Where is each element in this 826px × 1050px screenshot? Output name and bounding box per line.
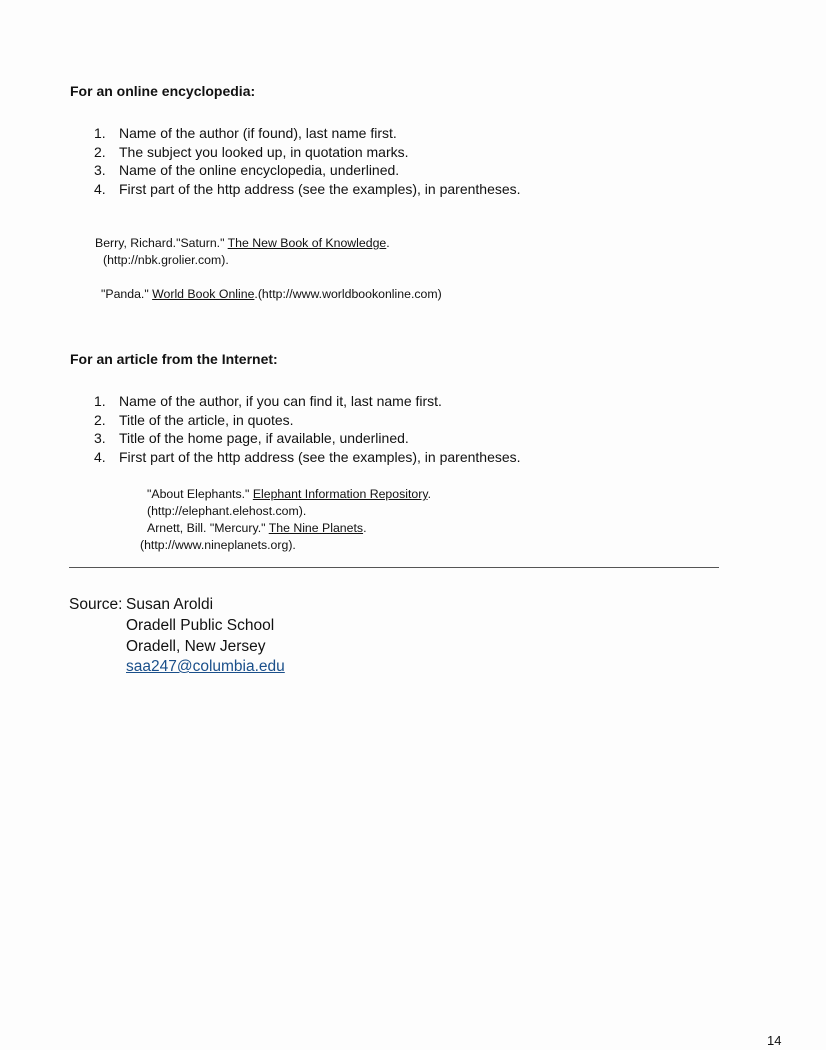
encyclopedia-heading: For an online encyclopedia: xyxy=(70,83,256,99)
citation-title: World Book Online xyxy=(152,287,255,301)
list-number: 3. xyxy=(94,162,106,178)
citation-tail: . xyxy=(427,487,431,501)
encyclopedia-example-2 xyxy=(101,286,442,303)
source-email-link[interactable]: saa247@columbia.edu xyxy=(126,658,285,675)
list-item xyxy=(94,448,694,467)
list-number: 4. xyxy=(94,448,106,465)
list-item xyxy=(94,411,694,430)
article-example-2-url: (http://www.nineplanets.org). xyxy=(140,538,296,552)
page-number: 14 xyxy=(767,1033,782,1048)
list-number: 1. xyxy=(94,125,106,141)
list-text: Title of the home page, if available, underlined. xyxy=(119,430,409,446)
citation-tail: . xyxy=(363,521,367,535)
citation-lead: "About Elephants." xyxy=(147,487,253,501)
citation-lead: Arnett, Bill. "Mercury." xyxy=(147,521,269,535)
article-list xyxy=(94,392,694,466)
list-number: 2. xyxy=(94,143,106,160)
list-number: 2. xyxy=(94,411,106,428)
article-heading: For an article from the Internet: xyxy=(70,351,278,367)
list-item xyxy=(94,124,694,143)
source-label: Source: xyxy=(69,596,123,613)
encyclopedia-example-1 xyxy=(95,235,390,252)
citation-title: The Nine Planets xyxy=(268,521,364,535)
list-number: 1. xyxy=(94,393,106,409)
citation-title: The New Book of Knowledge xyxy=(227,236,387,250)
article-example-1 xyxy=(147,486,431,503)
list-item xyxy=(94,429,694,448)
list-item xyxy=(94,143,694,162)
list-text: Title of the article, in quotes. xyxy=(119,411,294,428)
article-example-2 xyxy=(147,520,366,537)
list-text: First part of the http address (see the examples), in parentheses. xyxy=(119,448,521,465)
citation-lead: Berry, Richard."Saturn." xyxy=(95,236,228,250)
list-item xyxy=(94,180,694,199)
citation-title: Elephant Information Repository xyxy=(252,487,428,501)
list-number: 3. xyxy=(94,430,106,446)
list-number: 4. xyxy=(94,180,106,197)
section-divider xyxy=(69,567,719,568)
list-item xyxy=(94,161,694,180)
article-example-1-url: (http://elephant.elehost.com). xyxy=(147,504,307,518)
citation-tail: . xyxy=(386,236,390,250)
citation-lead: "Panda." xyxy=(101,287,153,301)
list-item xyxy=(94,392,694,411)
encyclopedia-list xyxy=(94,124,694,198)
source-school: Oradell Public School xyxy=(126,617,275,634)
list-text: Name of the online encyclopedia, underlined. xyxy=(119,162,400,178)
encyclopedia-example-1-url: (http://nbk.grolier.com). xyxy=(103,253,229,267)
list-text: The subject you looked up, in quotation marks. xyxy=(119,143,409,160)
source-name: Susan Aroldi xyxy=(126,596,214,613)
citation-tail: .(http://www.worldbookonline.com) xyxy=(254,287,442,301)
source-location: Oradell, New Jersey xyxy=(126,638,266,655)
list-text: Name of the author, if you can find it, last name first. xyxy=(119,393,442,409)
list-text: Name of the author (if found), last name first. xyxy=(119,125,397,141)
list-text: First part of the http address (see the examples), in parentheses. xyxy=(119,180,521,197)
